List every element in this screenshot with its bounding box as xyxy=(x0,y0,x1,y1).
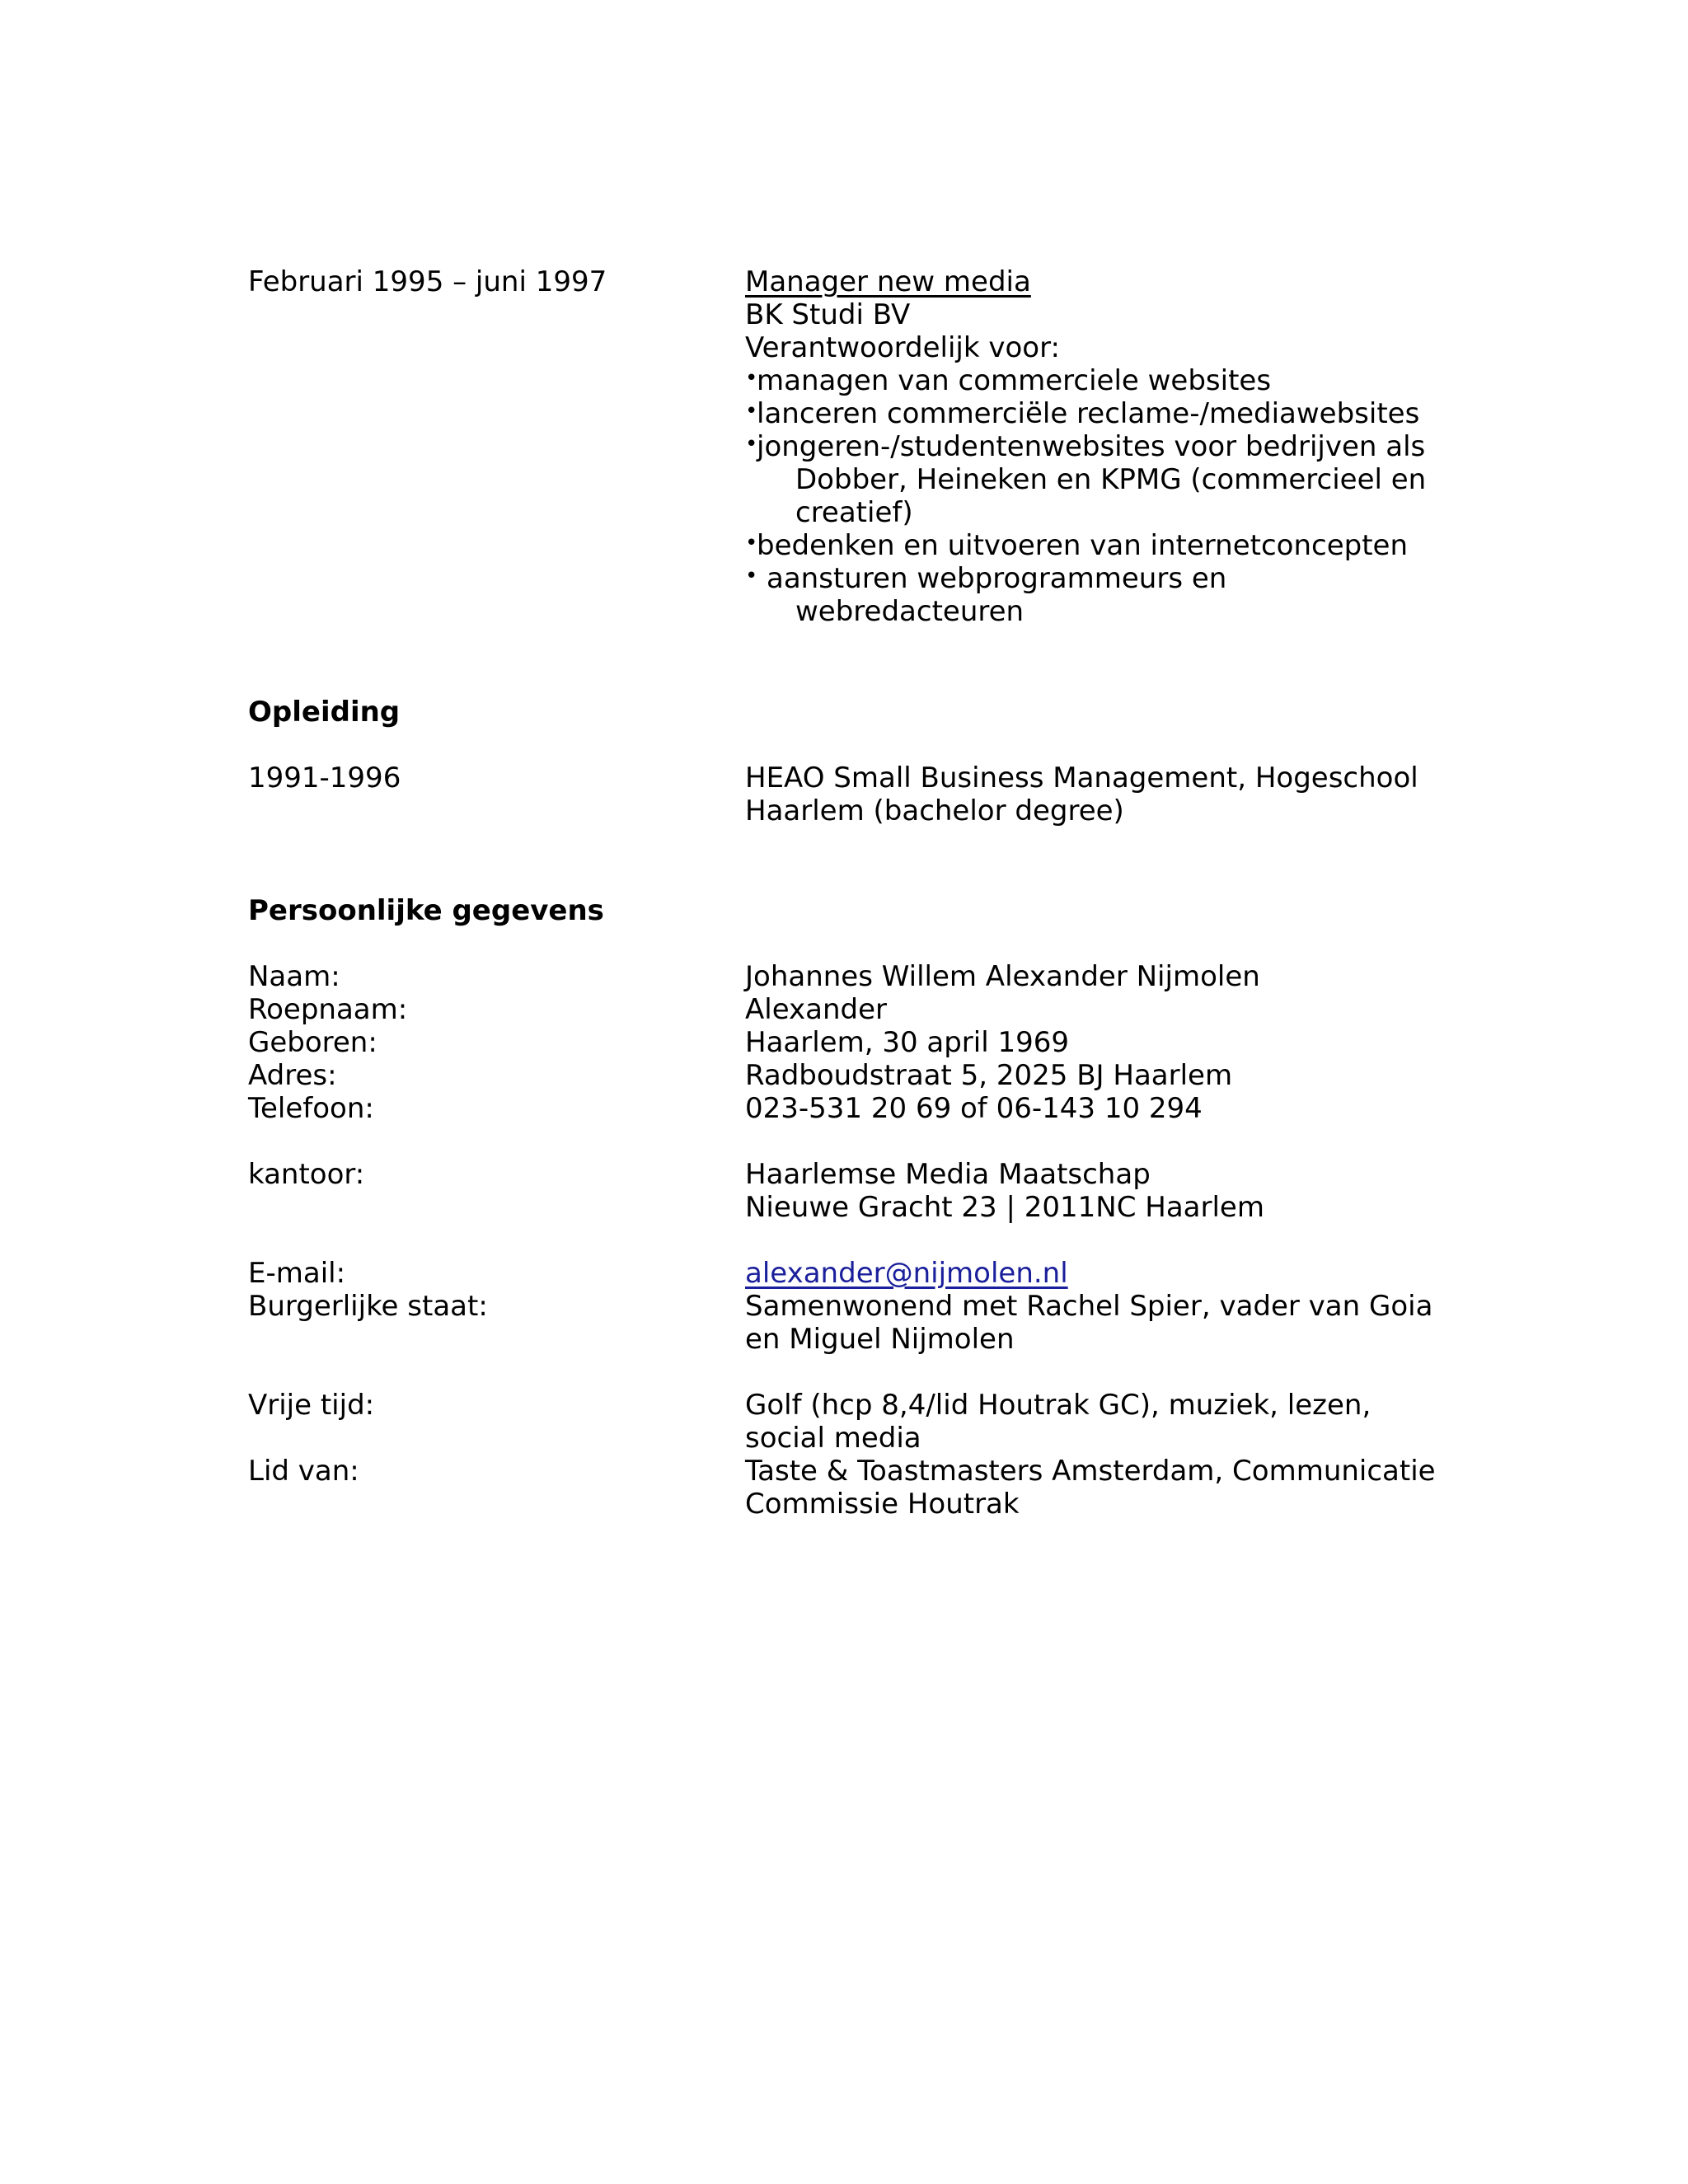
email-link[interactable]: alexander@nijmolen.nl xyxy=(745,1257,1068,1290)
bullet-continuation: webredacteuren xyxy=(795,595,1025,628)
free-time-line: social media xyxy=(745,1422,921,1455)
personal-heading: Persoonlijke gegevens xyxy=(248,894,604,927)
civil-status-label: Burgerlijke staat: xyxy=(248,1290,488,1323)
address-value: Radboudstraat 5, 2025 BJ Haarlem xyxy=(745,1059,1233,1092)
bullet-text: lanceren commerciële reclame-/mediawebsites xyxy=(757,397,1420,430)
office-value xyxy=(745,1158,1443,1224)
bullet-icon: • xyxy=(745,399,758,424)
education-period: 1991-1996 xyxy=(248,762,401,794)
bullet-text: managen van commerciele websites xyxy=(757,364,1272,397)
free-time-value xyxy=(745,1389,1443,1455)
education-line: HEAO Small Business Management, Hogeschool xyxy=(745,762,1418,794)
personal-row xyxy=(248,993,1443,1026)
experience-details xyxy=(745,265,1443,628)
free-time-line: Golf (hcp 8,4/lid Houtrak GC), muziek, lezen, xyxy=(745,1389,1372,1422)
bullet-continuation: creatief) xyxy=(795,496,913,529)
personal-row xyxy=(248,1290,1443,1356)
address-label: Adres: xyxy=(248,1059,337,1092)
name-label: Naam: xyxy=(248,960,340,993)
education-row xyxy=(248,762,1443,827)
personal-row xyxy=(248,1059,1443,1092)
education-line: Haarlem (bachelor degree) xyxy=(745,794,1124,827)
born-label: Geboren: xyxy=(248,1026,377,1059)
bullet-icon: • xyxy=(745,531,758,555)
personal-office xyxy=(248,1158,1443,1224)
experience-period: Februari 1995 – juni 1997 xyxy=(248,265,607,298)
bullet-continuation: Dobber, Heineken en KPMG (commercieel en xyxy=(795,463,1427,496)
member-label: Lid van: xyxy=(248,1455,359,1488)
member-line: Commissie Houtrak xyxy=(745,1488,1020,1521)
email-value xyxy=(745,1257,1443,1290)
experience-row xyxy=(248,265,1443,628)
personal-row xyxy=(248,1257,1443,1290)
free-time-label: Vrije tijd: xyxy=(248,1389,375,1422)
personal-row xyxy=(248,1389,1443,1455)
personal-basic xyxy=(248,960,1443,1125)
bullet-item xyxy=(745,397,1443,430)
name-value: Johannes Willem Alexander Nijmolen xyxy=(745,960,1260,993)
personal-row xyxy=(248,960,1443,993)
personal-row xyxy=(248,1158,1443,1224)
nickname-label: Roepnaam: xyxy=(248,993,408,1026)
bullet-item xyxy=(745,562,1443,595)
education-section xyxy=(248,762,1443,827)
bullet-text: aansturen webprogrammeurs en xyxy=(767,562,1227,595)
personal-contact xyxy=(248,1257,1443,1356)
civil-status-line: en Miguel Nijmolen xyxy=(745,1323,1015,1356)
member-line: Taste & Toastmasters Amsterdam, Communicatie xyxy=(745,1455,1436,1488)
office-label: kantoor: xyxy=(248,1158,365,1191)
civil-status-value xyxy=(745,1290,1443,1356)
bullet-item xyxy=(745,430,1443,463)
bullet-text: bedenken en uitvoeren van internetconcepten xyxy=(757,529,1409,562)
job-title: Manager new media xyxy=(745,265,1031,298)
member-value xyxy=(745,1455,1443,1521)
email-label: E-mail: xyxy=(248,1257,346,1290)
office-line: Haarlemse Media Maatschap xyxy=(745,1158,1151,1191)
nickname-value: Alexander xyxy=(745,993,888,1026)
education-heading: Opleiding xyxy=(248,696,401,729)
company-name: BK Studi BV xyxy=(745,298,911,331)
phone-value: 023-531 20 69 of 06-143 10 294 xyxy=(745,1092,1203,1125)
bullet-icon: • xyxy=(745,564,758,588)
experience-section xyxy=(248,265,1443,628)
bullet-item xyxy=(745,529,1443,562)
personal-interests xyxy=(248,1389,1443,1521)
bullet-item xyxy=(745,364,1443,397)
responsibilities-intro: Verantwoordelijk voor: xyxy=(745,331,1060,364)
personal-row xyxy=(248,1455,1443,1521)
education-details xyxy=(745,762,1443,827)
office-line: Nieuwe Gracht 23 | 2011NC Haarlem xyxy=(745,1191,1264,1224)
phone-label: Telefoon: xyxy=(248,1092,374,1125)
bullet-icon: • xyxy=(745,366,758,391)
personal-row xyxy=(248,1092,1443,1125)
born-value: Haarlem, 30 april 1969 xyxy=(745,1026,1070,1059)
personal-row xyxy=(248,1026,1443,1059)
bullet-icon: • xyxy=(745,432,758,457)
civil-status-line: Samenwonend met Rachel Spier, vader van Goia xyxy=(745,1290,1433,1323)
bullet-text: jongeren-/studentenwebsites voor bedrijven als xyxy=(757,430,1426,463)
